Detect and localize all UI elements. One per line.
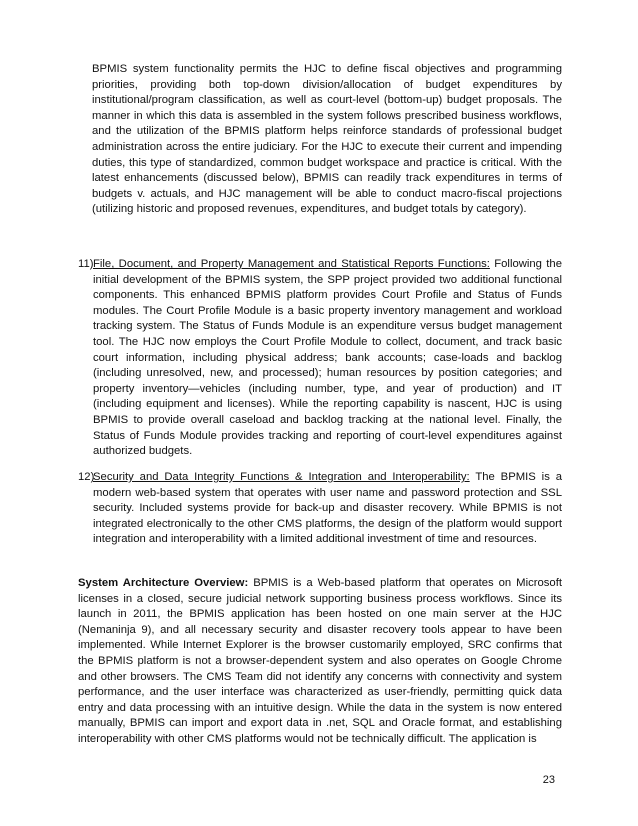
section-heading: System Architecture Overview: [78, 577, 249, 589]
list-item-text: Following the initial development of the BPMIS system, the SPP project provided two additional functional components. This enhanced BPMIS platform provides Court Profile and Status of Funds modules. The Court Profile Module is a basic property inventory management and workload tracking system. The Status of Funds Module is an expenditure versus budget management tool. The HJC now employs the Court Profile Module to collect, document, and track basic court information, including physical address; bank accounts; case-loads and backlog (including unresolved, new, and processed); human resources by position categories; and property inventory—vehicles (including number, type, and year of production) and IT (including equipment and licenses). While the reporting capability is nascent, HJC is using BPMIS to provide overall caseload and backlog tracking at the national level. Finally, the Status of Funds Module provides tracking and reporting of court-level expenditures against authorized budgets. [93, 258, 562, 458]
list-number: 12) [78, 471, 95, 483]
paragraph-bpmis-functionality: BPMIS system functionality permits the HJC to define fiscal objectives and programming priorities, providing both top-down division/allocation of budget expenditures by institutional/program classification, as well as court-level (bottom-up) budget proposals. The manner in which this data is assembled in the system follows prescribed business workflows, and the utilization of the BPMIS platform helps reinforce standards of professional budget administration across the entire judiciary. For the HJC to execute their current and impending duties, this type of standardized, common budget workspace and practice is critical. With the latest enhancements (discussed below), BPMIS can readily track expenditures in terms of budgets v. actuals, and HJC management will be able to conduct macro-fiscal projections (utilizing historic and proposed revenues, expenditures, and budget totals by category). [92, 63, 562, 216]
page-number: 23 [542, 774, 555, 786]
list-item-11 [78, 257, 562, 460]
list-item-body [93, 470, 562, 548]
list-item-text: The BPMIS is a modern web-based system that operates with user name and password protection and SSL security. Included systems provide for back-up and disaster recovery. While BPMIS is not integrated electronically to the other CMS platforms, the design of the platform would support integration and interoperability with a limited additional investment of time and resources. [93, 471, 562, 546]
list-item-body [93, 257, 562, 460]
list-item-heading: File, Document, and Property Management and Statistical Reports Functions: [93, 258, 490, 270]
list-number: 11) [78, 258, 94, 270]
section-text: BPMIS is a Web-based platform that operates on Microsoft licenses in a closed, secure judicial network supporting business process workflows. Since its launch in 2011, the BPMIS application has been hosted on one main server at the HJC (Nemaninja 9), and all necessary security and disaster recovery tools appear to have been implemented. While Internet Explorer is the browser customarily employed, SRC confirms that the BPMIS platform is not a browser-dependent system and also operates on Google Chrome and other browsers. The CMS Team did not identify any concerns with connectivity and system performance, and the user interface was characterized as user-friendly, permitting quick data entry and data processing with an intuitive design. While the data in the system is now entered manually, BPMIS can import and export data in .net, SQL and Oracle format, and establishing interoperability with other CMS platforms would not be technically difficult. The application is [78, 577, 562, 745]
architecture-section [78, 576, 562, 748]
list-item-heading: Security and Data Integrity Functions & Integration and Interoperability: [93, 471, 470, 483]
list-item-12 [78, 470, 562, 548]
